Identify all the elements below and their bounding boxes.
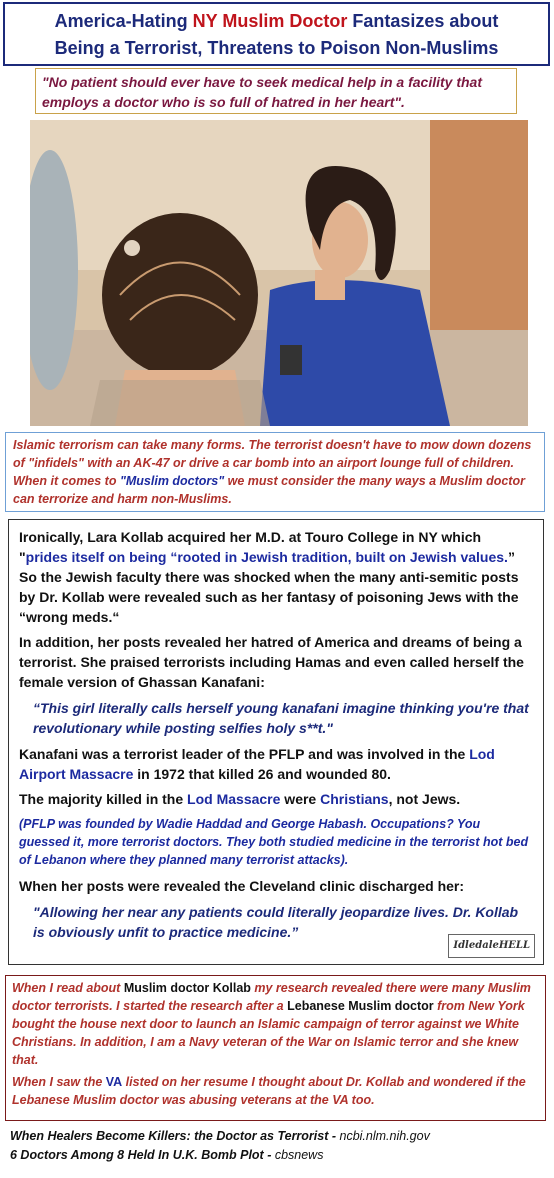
headline-part2: NY Muslim Doctor bbox=[192, 11, 348, 31]
article-paragraph: In addition, her posts revealed her hatred of America and dreams of being a terrorist. She praised terrorists including Hamas and even called herself the female version of Ghassan Kanafani: bbox=[19, 634, 524, 690]
intro-text-end: we must consider the many ways a Muslim doctor can terrorize and harm non-Muslims. bbox=[13, 474, 525, 506]
article-paragraph bbox=[19, 527, 533, 627]
text: were bbox=[280, 791, 321, 807]
photo-illustration bbox=[30, 120, 528, 426]
christians-link: Christians bbox=[320, 791, 389, 807]
article-paragraph bbox=[19, 744, 533, 784]
kanafani-quote: “This girl literally calls herself young kanafani imagine thinking you're that revolutionary while posting selfies holy s**t." bbox=[33, 700, 529, 736]
photo-doctor-with-child bbox=[30, 120, 528, 426]
text: my research revealed there were many Muslim doctor terrorists. I started the research after a bbox=[12, 981, 531, 1013]
clinic-quote: "Allowing her near any patients could literally jeopardize lives. Dr. Kollab is obviously unfit to practice medicine.” bbox=[33, 904, 519, 940]
signature: IdledaleHELL bbox=[448, 934, 535, 958]
text: listed on her resume I thought about Dr. Kollab and wondered if the Lebanese Muslim doctor was abusing veterans at the VA too. bbox=[12, 1075, 526, 1107]
text: When I saw the bbox=[12, 1075, 106, 1089]
lebanese-doctor-link: Lebanese Muslim doctor bbox=[287, 999, 434, 1013]
sources bbox=[10, 1127, 546, 1165]
headline-line2: Being a Terrorist, Threatens to Poison Non-Muslims bbox=[54, 38, 499, 58]
source-site[interactable]: cbsnews bbox=[274, 1148, 324, 1162]
text: When I read about bbox=[12, 981, 124, 995]
text: ” So the Jewish faculty there was shocked when the many anti-semitic posts by Dr. Kollab were revealed such as her fantasy of poisoning Jews with the “wrong meds.“ bbox=[19, 549, 519, 625]
headline bbox=[3, 2, 550, 66]
kollab-link: Muslim doctor Kollab bbox=[123, 981, 251, 995]
text: Ironically, Lara Kollab acquired her M.D. at Touro College in NY which " bbox=[19, 529, 482, 565]
source-title[interactable]: When Healers Become Killers: the Doctor as Terrorist - bbox=[10, 1129, 340, 1143]
text: Kanafani was a terrorist leader of the PFLP and was involved in the bbox=[19, 746, 470, 762]
text: The majority killed in the bbox=[19, 791, 188, 807]
intro-text: Islamic terrorism can take many forms. The terrorist doesn't have to mow down dozens of "infidels" with an AK-47 or drive a car bomb into an airport lounge full of children. When it comes to bbox=[13, 438, 532, 488]
lod-massacre-link: Lod Massacre bbox=[187, 791, 281, 807]
pull-quote: "No patient should ever have to seek medical help in a facility that employs a doctor who is so full of hatred in her heart". bbox=[35, 68, 517, 114]
text: from New York bought the house next door to launch an Islamic campaign of terror against we White Christians. In addition, I am a Navy veteran of the War on Islamic terror and she knew that. bbox=[12, 999, 525, 1067]
source-title[interactable]: 6 Doctors Among 8 Held In U.K. Bomb Plot - bbox=[10, 1148, 275, 1162]
touro-quote: prides itself on being “rooted in Jewish tradition, built on Jewish values. bbox=[25, 549, 508, 565]
intro-highlight: "Muslim doctors" bbox=[119, 474, 225, 488]
headline-part1: America-Hating bbox=[54, 11, 193, 31]
commentary bbox=[5, 975, 546, 1121]
article-paragraph bbox=[19, 789, 533, 809]
text: in 1972 that killed 26 and wounded 80. bbox=[133, 766, 391, 782]
text: , not Jews. bbox=[388, 791, 461, 807]
lod-airport-link: Lod Airport Massacre bbox=[19, 746, 495, 782]
article-paragraph: When her posts were revealed the Cleveland clinic discharged her: bbox=[19, 878, 465, 894]
source-item[interactable] bbox=[10, 1146, 546, 1165]
article-body bbox=[8, 519, 544, 965]
source-site[interactable]: ncbi.nlm.nih.gov bbox=[339, 1129, 430, 1143]
intro-paragraph bbox=[5, 432, 545, 512]
commentary-paragraph bbox=[12, 979, 539, 1069]
pflp-note: (PFLP was founded by Wadie Haddad and George Habash. Occupations? You guessed it, more terrorist doctors. They both studied medicine in the terrorist hot bed of Lebanon where they planned many terrorist attacks). bbox=[19, 817, 529, 867]
commentary-paragraph bbox=[12, 1073, 539, 1109]
va-link: VA bbox=[105, 1075, 123, 1089]
headline-part3: Fantasizes about bbox=[347, 11, 499, 31]
source-item[interactable] bbox=[10, 1127, 546, 1146]
